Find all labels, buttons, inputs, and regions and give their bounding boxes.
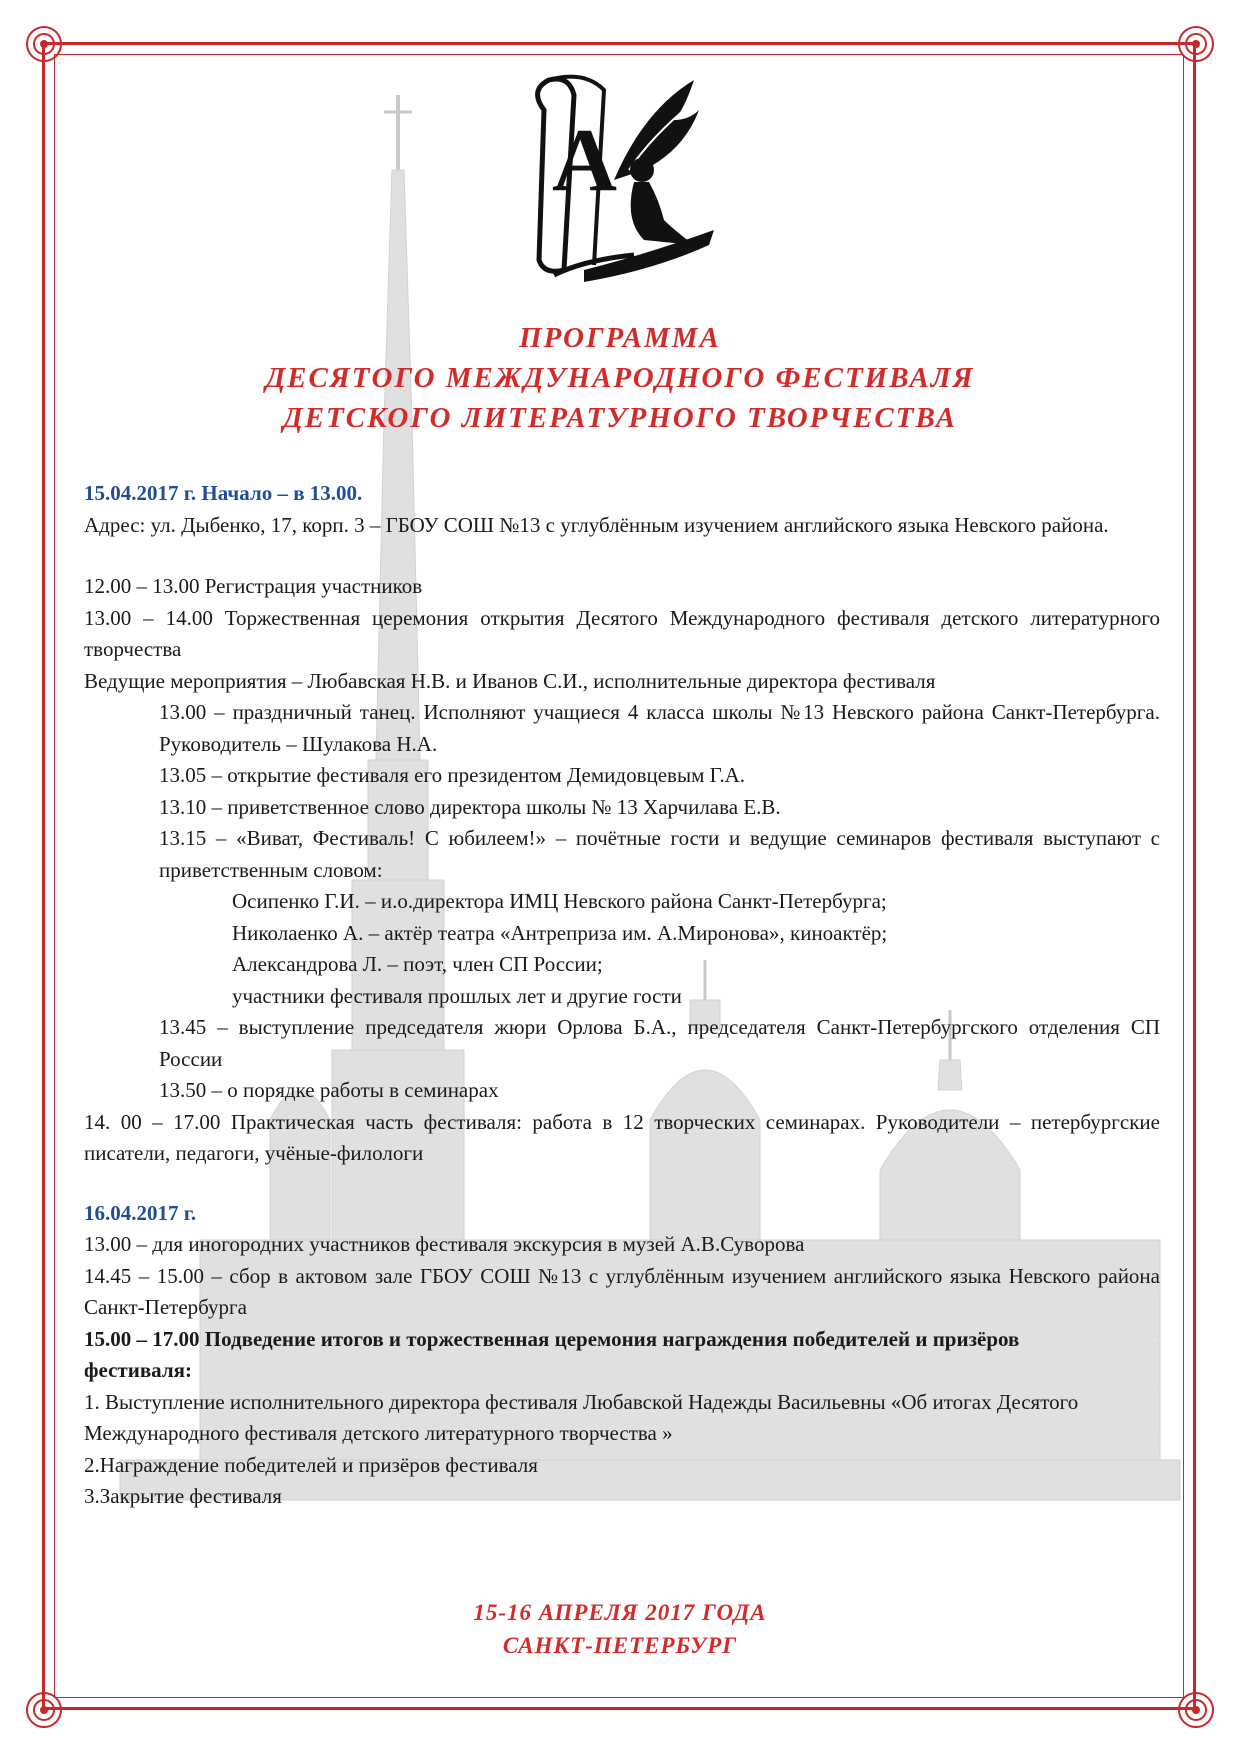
practice-item: 14. 00 – 17.00 Практическая часть фестиваля: работа в 12 творческих семинарах. Руководители – петербургские писатели, педагоги, учёные-филологи — [84, 1109, 1160, 1165]
corner-ornament-icon — [24, 1690, 64, 1730]
title-line-2: ДЕСЯТОГО МЕЖДУНАРОДНОГО ФЕСТИВАЛЯ — [265, 362, 975, 394]
corner-ornament-icon — [24, 24, 64, 64]
guest-item: участники фестиваля прошлых лет и другие гости — [232, 983, 682, 1008]
footer-dates: 15-16 АПРЕЛЯ 2017 ГОДА — [473, 1600, 767, 1625]
corner-ornament-icon — [1176, 1690, 1216, 1730]
program-content — [84, 478, 1160, 1513]
sub-schedule-item: 13.45 – выступление председателя жюри Орлова Б.А., председателя Санкт-Петербургского отделения СП России — [159, 1015, 1160, 1071]
guest-item: Осипенко Г.И. – и.о.директора ИМЦ Невского района Санкт-Петербурга; — [232, 889, 887, 913]
title-line-3: ДЕТСКОГО ЛИТЕРАТУРНОГО ТВОРЧЕСТВА — [282, 402, 958, 434]
svg-text:A: A — [552, 111, 617, 210]
day1-date: 15.04.2017 г. Начало – в 13.00. — [84, 481, 363, 505]
schedule-item: 13.00 – 14.00 Торжественная церемония открытия Десятого Международного фестиваля детского литературного творчества — [84, 605, 1160, 661]
sub-schedule-item: 13.15 – «Виват, Фестиваль! С юбилеем!» – почётные гости и ведущие семинаров фестиваля выступают с приветственным словом: — [159, 826, 1160, 882]
sub-schedule-item: 13.00 – праздничный танец. Исполняют учащиеся 4 класса школы №13 Невского района Санкт-Петербурга. Руководитель – Шулакова Н.А. — [159, 700, 1160, 756]
title-line-1: ПРОГРАММА — [519, 322, 721, 354]
guest-item: Николаенко А. – актёр театра «Антреприза им. А.Миронова», киноактёр; — [232, 920, 888, 945]
guest-item: Александрова Л. – поэт, член СП России; — [232, 952, 603, 976]
award-item: 2.Награждение победителей и призёров фестиваля — [84, 1452, 538, 1477]
award-item: 1. Выступление исполнительного директора фестиваля Любавской Надежды Васильевны «Об итогах Десятого Международного фестиваля детского литературного творчества » — [84, 1389, 1079, 1445]
day1-address: Адрес: ул. Дыбенко, 17, корп. 3 – ГБОУ СОШ №13 с углублённым изучением английского языка Невского района. — [84, 512, 1109, 537]
document-title — [120, 318, 1120, 438]
awards-heading: 15.00 – 17.00 Подведение итогов и торжественная церемония награждения победителей и призёров фестиваля: — [84, 1326, 1020, 1382]
sub-schedule-item: 13.05 – открытие фестиваля его президентом Демидовцевым Г.А. — [159, 763, 746, 787]
document-footer — [120, 1596, 1120, 1662]
corner-ornament-icon — [1176, 24, 1216, 64]
schedule-item: 13.00 – для иногородних участников фестиваля экскурсия в музей А.В.Суворова — [84, 1232, 805, 1256]
footer-city: САНКТ-ПЕТЕРБУРГ — [502, 1633, 738, 1658]
day2-date: 16.04.2017 г. — [84, 1200, 197, 1225]
sub-schedule-item: 13.10 – приветственное слово директора школы № 13 Харчилава Е.В. — [159, 794, 781, 819]
schedule-item: Ведущие мероприятия – Любавская Н.В. и Иванов С.И., исполнительные директора фестиваля — [84, 668, 936, 693]
schedule-item: 12.00 – 13.00 Регистрация участников — [84, 574, 423, 598]
sub-schedule-item: 13.50 – о порядке работы в семинарах — [159, 1078, 499, 1102]
festival-logo-icon — [524, 70, 734, 290]
award-item: 3.Закрытие фестиваля — [84, 1484, 282, 1508]
schedule-item: 14.45 – 15.00 – сбор в актовом зале ГБОУ СОШ №13 с углублённым изучением английского языка Невского района Санкт-Петербурга — [84, 1263, 1160, 1319]
